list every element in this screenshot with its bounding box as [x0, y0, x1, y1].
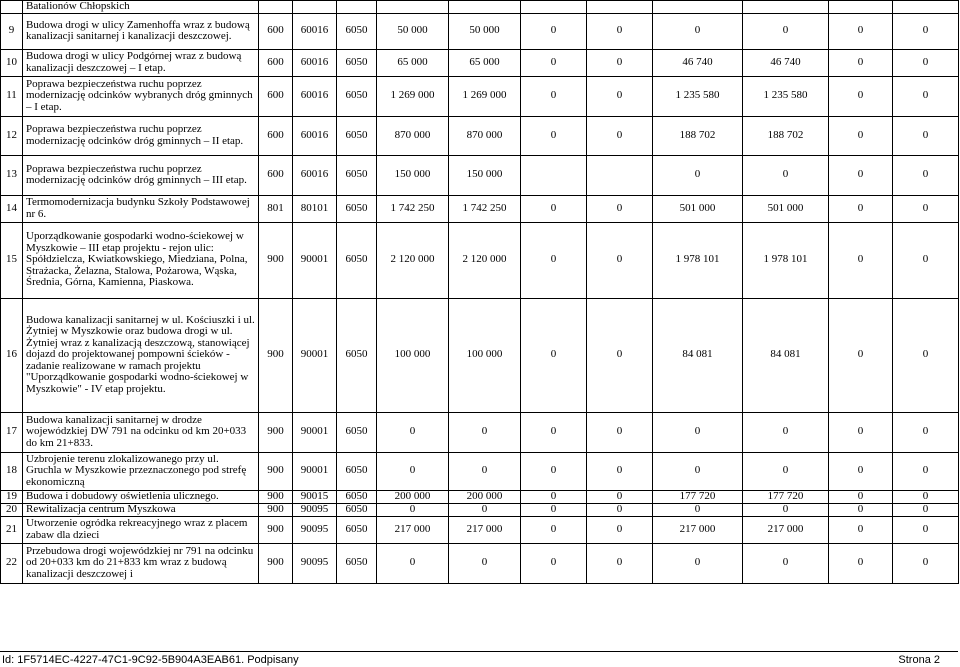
task-name: Poprawa bezpieczeństwa ruchu poprzez modernizację odcinków dróg gminnych – III etap. — [23, 155, 259, 195]
value-cell: 50 000 — [449, 13, 521, 49]
value-cell: 0 — [521, 543, 587, 583]
value-cell: 0 — [521, 412, 587, 452]
rozdzial-cell: 90001 — [293, 412, 337, 452]
value-cell: 0 — [587, 412, 653, 452]
value-cell: 0 — [449, 543, 521, 583]
value-cell: 0 — [893, 298, 959, 412]
dzial-cell — [259, 1, 293, 14]
rozdzial-cell: 60016 — [293, 116, 337, 155]
value-cell: 0 — [893, 155, 959, 195]
value-cell: 0 — [829, 490, 893, 503]
value-cell: 0 — [829, 76, 893, 116]
dzial-cell: 600 — [259, 13, 293, 49]
value-cell — [653, 1, 743, 14]
value-cell: 0 — [893, 543, 959, 583]
value-cell: 0 — [829, 516, 893, 543]
dzial-cell: 900 — [259, 543, 293, 583]
value-cell: 0 — [521, 516, 587, 543]
value-cell: 0 — [587, 543, 653, 583]
paragraf-cell: 6050 — [337, 503, 377, 516]
paragraf-cell: 6050 — [337, 195, 377, 222]
paragraf-cell: 6050 — [337, 13, 377, 49]
paragraf-cell: 6050 — [337, 116, 377, 155]
row-number: 14 — [1, 195, 23, 222]
value-cell: 0 — [653, 543, 743, 583]
value-cell: 217 000 — [743, 516, 829, 543]
value-cell: 150 000 — [449, 155, 521, 195]
rozdzial-cell: 90001 — [293, 452, 337, 490]
value-cell: 0 — [653, 155, 743, 195]
task-name: Rewitalizacja centrum Myszkowa — [23, 503, 259, 516]
value-cell: 0 — [521, 13, 587, 49]
table-row — [1, 76, 959, 116]
paragraf-cell: 6050 — [337, 49, 377, 76]
value-cell: 200 000 — [449, 490, 521, 503]
page-footer — [0, 651, 958, 666]
value-cell: 150 000 — [377, 155, 449, 195]
paragraf-cell: 6050 — [337, 155, 377, 195]
value-cell: 0 — [521, 490, 587, 503]
row-number: 11 — [1, 76, 23, 116]
dzial-cell: 900 — [259, 412, 293, 452]
table-row — [1, 195, 959, 222]
value-cell: 0 — [587, 298, 653, 412]
value-cell: 0 — [653, 13, 743, 49]
value-cell: 0 — [893, 222, 959, 298]
task-name: Utworzenie ogródka rekreacyjnego wraz z placem zabaw dla dzieci — [23, 516, 259, 543]
value-cell: 501 000 — [653, 195, 743, 222]
value-cell: 200 000 — [377, 490, 449, 503]
value-cell: 0 — [521, 76, 587, 116]
value-cell: 0 — [653, 452, 743, 490]
value-cell: 0 — [893, 76, 959, 116]
table-body — [1, 1, 959, 584]
value-cell: 0 — [521, 452, 587, 490]
value-cell: 0 — [587, 452, 653, 490]
value-cell: 1 742 250 — [377, 195, 449, 222]
row-number: 10 — [1, 49, 23, 76]
value-cell: 177 720 — [743, 490, 829, 503]
value-cell — [743, 1, 829, 14]
value-cell: 2 120 000 — [377, 222, 449, 298]
row-number: 21 — [1, 516, 23, 543]
value-cell: 0 — [587, 222, 653, 298]
task-name: Uporządkowanie gospodarki wodno-ściekowej w Myszkowie – III etap projektu - rejon ulic: Spółdzielcza, Kwiatkowskiego, Miedziana, Polna, Strażacka, Żelazna, Stalowa, Pożarowa, Wąska, Średnia, Górna, Kamienna, Piaskowa. — [23, 222, 259, 298]
task-name: Batalionów Chłopskich — [23, 1, 259, 14]
value-cell: 217 000 — [377, 516, 449, 543]
paragraf-cell: 6050 — [337, 516, 377, 543]
task-name: Budowa kanalizacji sanitarnej w ul. Kościuszki i ul. Żytniej w Myszkowie oraz budowa drogi w ul. Żytniej wraz z kanalizacją deszczową, stanowiącej dojazd do projektowanej pompowni ścieków - zadanie realizowane w ramach projektu "Uporządkowanie gospodarki wodno-ściekowej w Myszkowie" - IV etap projektu. — [23, 298, 259, 412]
value-cell: 0 — [743, 13, 829, 49]
table-row — [1, 490, 959, 503]
page-number: Strona 2 — [898, 654, 940, 666]
value-cell: 0 — [743, 503, 829, 516]
dzial-cell: 801 — [259, 195, 293, 222]
table-row — [1, 412, 959, 452]
value-cell: 46 740 — [653, 49, 743, 76]
row-number: 20 — [1, 503, 23, 516]
value-cell: 1 235 580 — [653, 76, 743, 116]
value-cell: 100 000 — [377, 298, 449, 412]
value-cell: 0 — [587, 503, 653, 516]
value-cell: 0 — [829, 412, 893, 452]
value-cell: 0 — [377, 412, 449, 452]
value-cell: 0 — [893, 516, 959, 543]
table-row — [1, 155, 959, 195]
value-cell: 0 — [743, 412, 829, 452]
value-cell: 0 — [743, 155, 829, 195]
table-row — [1, 543, 959, 583]
task-name: Poprawa bezpieczeństwa ruchu poprzez modernizację odcinków dróg gminnych – II etap. — [23, 116, 259, 155]
value-cell: 0 — [829, 452, 893, 490]
value-cell: 0 — [587, 49, 653, 76]
paragraf-cell — [337, 1, 377, 14]
table-row — [1, 49, 959, 76]
value-cell — [587, 155, 653, 195]
value-cell: 84 081 — [743, 298, 829, 412]
value-cell: 0 — [893, 116, 959, 155]
table-row — [1, 222, 959, 298]
task-name: Budowa drogi w ulicy Podgórnej wraz z budową kanalizacji deszczowej – I etap. — [23, 49, 259, 76]
table-row — [1, 452, 959, 490]
paragraf-cell: 6050 — [337, 222, 377, 298]
row-number: 18 — [1, 452, 23, 490]
value-cell: 1 235 580 — [743, 76, 829, 116]
table-row — [1, 516, 959, 543]
table-row — [1, 13, 959, 49]
value-cell: 0 — [449, 503, 521, 516]
value-cell — [521, 155, 587, 195]
value-cell: 0 — [587, 13, 653, 49]
value-cell: 0 — [377, 503, 449, 516]
value-cell: 65 000 — [449, 49, 521, 76]
rozdzial-cell: 90001 — [293, 222, 337, 298]
table-row — [1, 1, 959, 14]
task-name: Przebudowa drogi wojewódzkiej nr 791 na odcinku od 20+033 km do 21+833 km wraz z budową kanalizacji deszczowej i — [23, 543, 259, 583]
value-cell: 1 742 250 — [449, 195, 521, 222]
value-cell: 870 000 — [449, 116, 521, 155]
dzial-cell: 600 — [259, 155, 293, 195]
value-cell: 0 — [587, 490, 653, 503]
value-cell: 0 — [893, 13, 959, 49]
task-name: Uzbrojenie terenu zlokalizowanego przy ul. Gruchla w Myszkowie przeznaczonego pod strefę ekonomiczną — [23, 452, 259, 490]
value-cell: 50 000 — [377, 13, 449, 49]
value-cell: 0 — [521, 503, 587, 516]
paragraf-cell: 6050 — [337, 298, 377, 412]
value-cell: 0 — [653, 412, 743, 452]
dzial-cell: 600 — [259, 76, 293, 116]
paragraf-cell: 6050 — [337, 76, 377, 116]
value-cell: 2 120 000 — [449, 222, 521, 298]
value-cell: 0 — [893, 49, 959, 76]
dzial-cell: 900 — [259, 298, 293, 412]
value-cell: 0 — [587, 195, 653, 222]
task-name: Budowa drogi w ulicy Zamenhoffa wraz z budową kanalizacji sanitarnej i kanalizacji deszczowej. — [23, 13, 259, 49]
value-cell: 100 000 — [449, 298, 521, 412]
value-cell: 0 — [829, 503, 893, 516]
value-cell: 0 — [449, 412, 521, 452]
value-cell — [521, 1, 587, 14]
value-cell: 0 — [587, 116, 653, 155]
value-cell: 65 000 — [377, 49, 449, 76]
row-number: 15 — [1, 222, 23, 298]
dzial-cell: 900 — [259, 222, 293, 298]
task-name: Poprawa bezpieczeństwa ruchu poprzez modernizację odcinków wybranych dróg gminnych – I etap. — [23, 76, 259, 116]
value-cell: 0 — [449, 452, 521, 490]
task-name: Budowa i dobudowy oświetlenia ulicznego. — [23, 490, 259, 503]
value-cell: 0 — [587, 76, 653, 116]
value-cell: 0 — [521, 298, 587, 412]
table-row — [1, 298, 959, 412]
value-cell: 217 000 — [653, 516, 743, 543]
paragraf-cell: 6050 — [337, 490, 377, 503]
value-cell: 0 — [829, 13, 893, 49]
paragraf-cell: 6050 — [337, 543, 377, 583]
value-cell: 0 — [829, 155, 893, 195]
value-cell: 0 — [829, 298, 893, 412]
dzial-cell: 900 — [259, 490, 293, 503]
value-cell: 501 000 — [743, 195, 829, 222]
value-cell: 0 — [521, 49, 587, 76]
paragraf-cell: 6050 — [337, 452, 377, 490]
value-cell: 217 000 — [449, 516, 521, 543]
value-cell: 188 702 — [743, 116, 829, 155]
value-cell: 0 — [829, 116, 893, 155]
value-cell — [377, 1, 449, 14]
value-cell: 0 — [377, 452, 449, 490]
value-cell: 0 — [829, 49, 893, 76]
row-number — [1, 1, 23, 14]
value-cell: 0 — [829, 543, 893, 583]
task-name: Termomodernizacja budynku Szkoły Podstawowej nr 6. — [23, 195, 259, 222]
value-cell — [587, 1, 653, 14]
value-cell: 0 — [521, 195, 587, 222]
value-cell: 0 — [743, 543, 829, 583]
table-row — [1, 116, 959, 155]
dzial-cell: 900 — [259, 516, 293, 543]
value-cell: 0 — [893, 195, 959, 222]
dzial-cell: 900 — [259, 503, 293, 516]
value-cell: 177 720 — [653, 490, 743, 503]
value-cell — [829, 1, 893, 14]
value-cell: 1 269 000 — [449, 76, 521, 116]
rozdzial-cell: 90095 — [293, 543, 337, 583]
rozdzial-cell: 60016 — [293, 76, 337, 116]
row-number: 13 — [1, 155, 23, 195]
rozdzial-cell — [293, 1, 337, 14]
document-id: Id: 1F5714EC-4227-47C1-9C92-5B904A3EAB61. Podpisany — [2, 654, 299, 666]
dzial-cell: 900 — [259, 452, 293, 490]
row-number: 16 — [1, 298, 23, 412]
rozdzial-cell: 90001 — [293, 298, 337, 412]
value-cell: 0 — [521, 116, 587, 155]
task-name: Budowa kanalizacji sanitarnej w drodze wojewódzkiej DW 791 na odcinku od km 20+033 do km 21+833. — [23, 412, 259, 452]
value-cell — [893, 1, 959, 14]
row-number: 12 — [1, 116, 23, 155]
value-cell: 0 — [893, 503, 959, 516]
value-cell: 0 — [377, 543, 449, 583]
dzial-cell: 600 — [259, 116, 293, 155]
row-number: 19 — [1, 490, 23, 503]
row-number: 9 — [1, 13, 23, 49]
row-number: 22 — [1, 543, 23, 583]
rozdzial-cell: 90015 — [293, 490, 337, 503]
value-cell: 0 — [653, 503, 743, 516]
rozdzial-cell: 90095 — [293, 516, 337, 543]
value-cell: 84 081 — [653, 298, 743, 412]
rozdzial-cell: 60016 — [293, 155, 337, 195]
value-cell: 0 — [893, 412, 959, 452]
row-number: 17 — [1, 412, 23, 452]
paragraf-cell: 6050 — [337, 412, 377, 452]
rozdzial-cell: 60016 — [293, 13, 337, 49]
value-cell: 0 — [587, 516, 653, 543]
value-cell: 0 — [893, 452, 959, 490]
value-cell: 188 702 — [653, 116, 743, 155]
value-cell: 1 978 101 — [743, 222, 829, 298]
value-cell: 46 740 — [743, 49, 829, 76]
value-cell: 0 — [521, 222, 587, 298]
value-cell: 1 269 000 — [377, 76, 449, 116]
value-cell: 0 — [829, 195, 893, 222]
value-cell: 0 — [829, 222, 893, 298]
rozdzial-cell: 90095 — [293, 503, 337, 516]
dzial-cell: 600 — [259, 49, 293, 76]
value-cell: 1 978 101 — [653, 222, 743, 298]
value-cell: 870 000 — [377, 116, 449, 155]
value-cell — [449, 1, 521, 14]
rozdzial-cell: 60016 — [293, 49, 337, 76]
value-cell: 0 — [893, 490, 959, 503]
value-cell: 0 — [743, 452, 829, 490]
rozdzial-cell: 80101 — [293, 195, 337, 222]
table-row — [1, 503, 959, 516]
